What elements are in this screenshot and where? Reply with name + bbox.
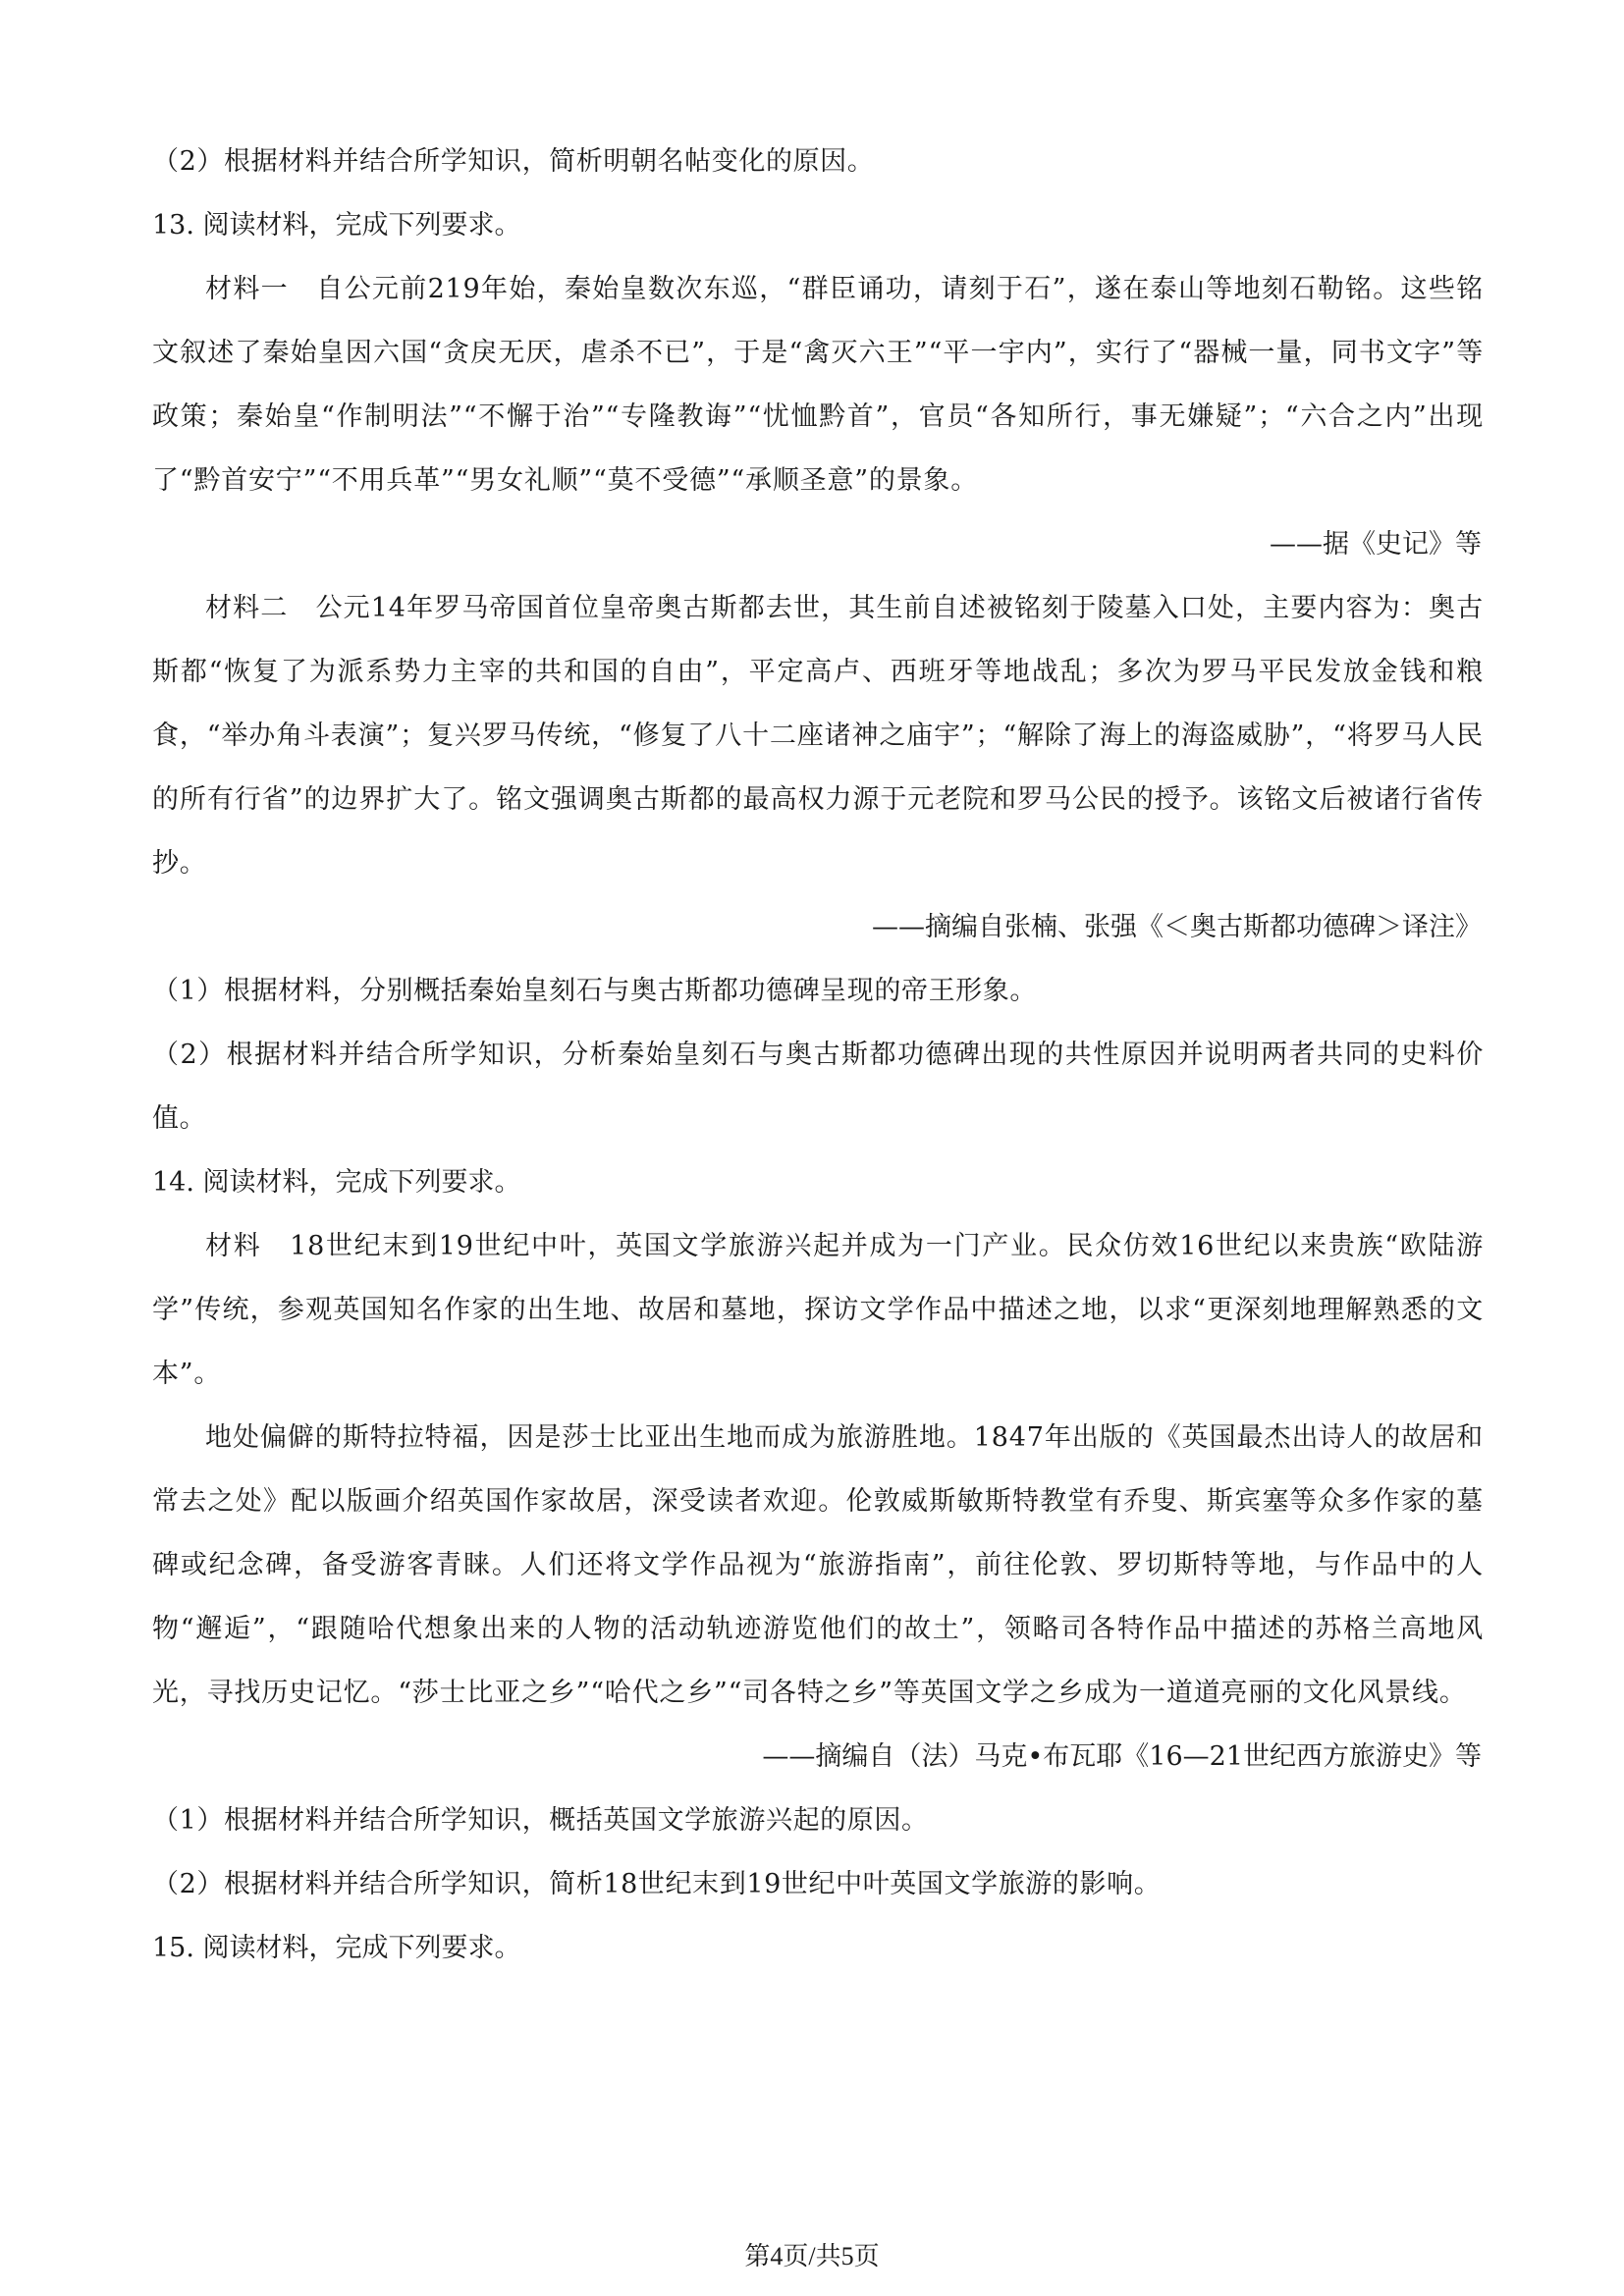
question-14-part-1: （1）根据材料并结合所学知识，概括英国文学旅游兴起的原因。: [152, 1805, 929, 1836]
question-14-material-paragraph-2: 地处偏僻的斯特拉特福，因是莎士比亚出生地而成为旅游胜地。1847年出版的《英国最杰出诗人的故居和常去之处》配以版画介绍英国作家故居，深受读者欢迎。伦敦威斯敏斯特教堂有乔叟、斯宾塞等众多作家的墓碑或纪念碑，备受游客青睐。人们还将文学作品视为“旅游指南”，前往伦敦、罗切斯特等地，与作品中的人物“邂逅”，“跟随哈代想象出来的人物的活动轨迹游览他们的故土”，领略司各特作品中描述的苏格兰高地风光，寻找历史记忆。“莎士比亚之乡”“哈代之乡”“司各特之乡”等英国文学之乡成为一道道亮丽的文化风景线。: [152, 1422, 1484, 1708]
question-14-material-paragraph-1: 材料 18世纪末到19世纪中叶，英国文学旅游兴起并成为一门产业。民众仿效16世纪以来贵族“欧陆游学”传统，参观英国知名作家的出生地、故居和墓地，探访文学作品中描述之地，以求“更深刻地理解熟悉的文本”。: [152, 1231, 1484, 1389]
question-14-heading: 14. 阅读材料，完成下列要求。: [152, 1167, 521, 1198]
question-13-heading: 13. 阅读材料，完成下列要求。: [152, 210, 521, 240]
question-14-part-2: （2）根据材料并结合所学知识，简析18世纪末到19世纪中叶英国文学旅游的影响。: [152, 1869, 1162, 1899]
page-content: [152, 130, 1484, 1980]
question-12-part-2: （2）根据材料并结合所学知识，简析明朝名帖变化的原因。: [152, 146, 875, 177]
material-1-paragraph: 材料一 自公元前219年始，秦始皇数次东巡，“群臣诵功，请刻于石”，遂在泰山等地刻石勒铭。这些铭文叙述了秦始皇因六国“贪戾无厌，虐杀不已”，于是“禽灭六王”“平一宇内”，实行了“器械一量，同书文字”等政策；秦始皇“作制明法”“不懈于治”“专隆教诲”“忧恤黔首”，官员“各知所行，事无嫌疑”；“六合之内”出现了“黔首安宁”“不用兵革”“男女礼顺”“莫不受德”“承顺圣意”的景象。: [152, 274, 1484, 496]
material-1-source: ——据《史记》等: [1270, 529, 1482, 560]
question-13-part-2: （2）根据材料并结合所学知识，分析秦始皇刻石与奥古斯都功德碑出现的共性原因并说明两者共同的史料价值。: [152, 1040, 1484, 1134]
page-footer: 第4页/共5页: [744, 2242, 880, 2270]
material-2-paragraph: 材料二 公元14年罗马帝国首位皇帝奥古斯都去世，其生前自述被铭刻于陵墓入口处，主要内容为：奥古斯都“恢复了为派系势力主宰的共和国的自由”，平定高卢、西班牙等地战乱；多次为罗马平民发放金钱和粮食，“举办角斗表演”；复兴罗马传统，“修复了八十二座诸神之庙宇”；“解除了海上的海盗威胁”，“将罗马人民的所有行省”的边界扩大了。铭文强调奥古斯都的最高权力源于元老院和罗马公民的授予。该铭文后被诸行省传抄。: [152, 593, 1484, 879]
question-14-material-source: ——摘编自（法）马克•布瓦耶《16—21世纪西方旅游史》等: [762, 1741, 1482, 1772]
question-13-part-1: （1）根据材料，分别概括秦始皇刻石与奥古斯都功德碑呈现的帝王形象。: [152, 976, 1037, 1006]
question-15-heading: 15. 阅读材料，完成下列要求。: [152, 1933, 521, 1963]
material-2-source: ——摘编自张楠、张强《＜奥古斯都功德碑＞译注》: [872, 912, 1482, 942]
